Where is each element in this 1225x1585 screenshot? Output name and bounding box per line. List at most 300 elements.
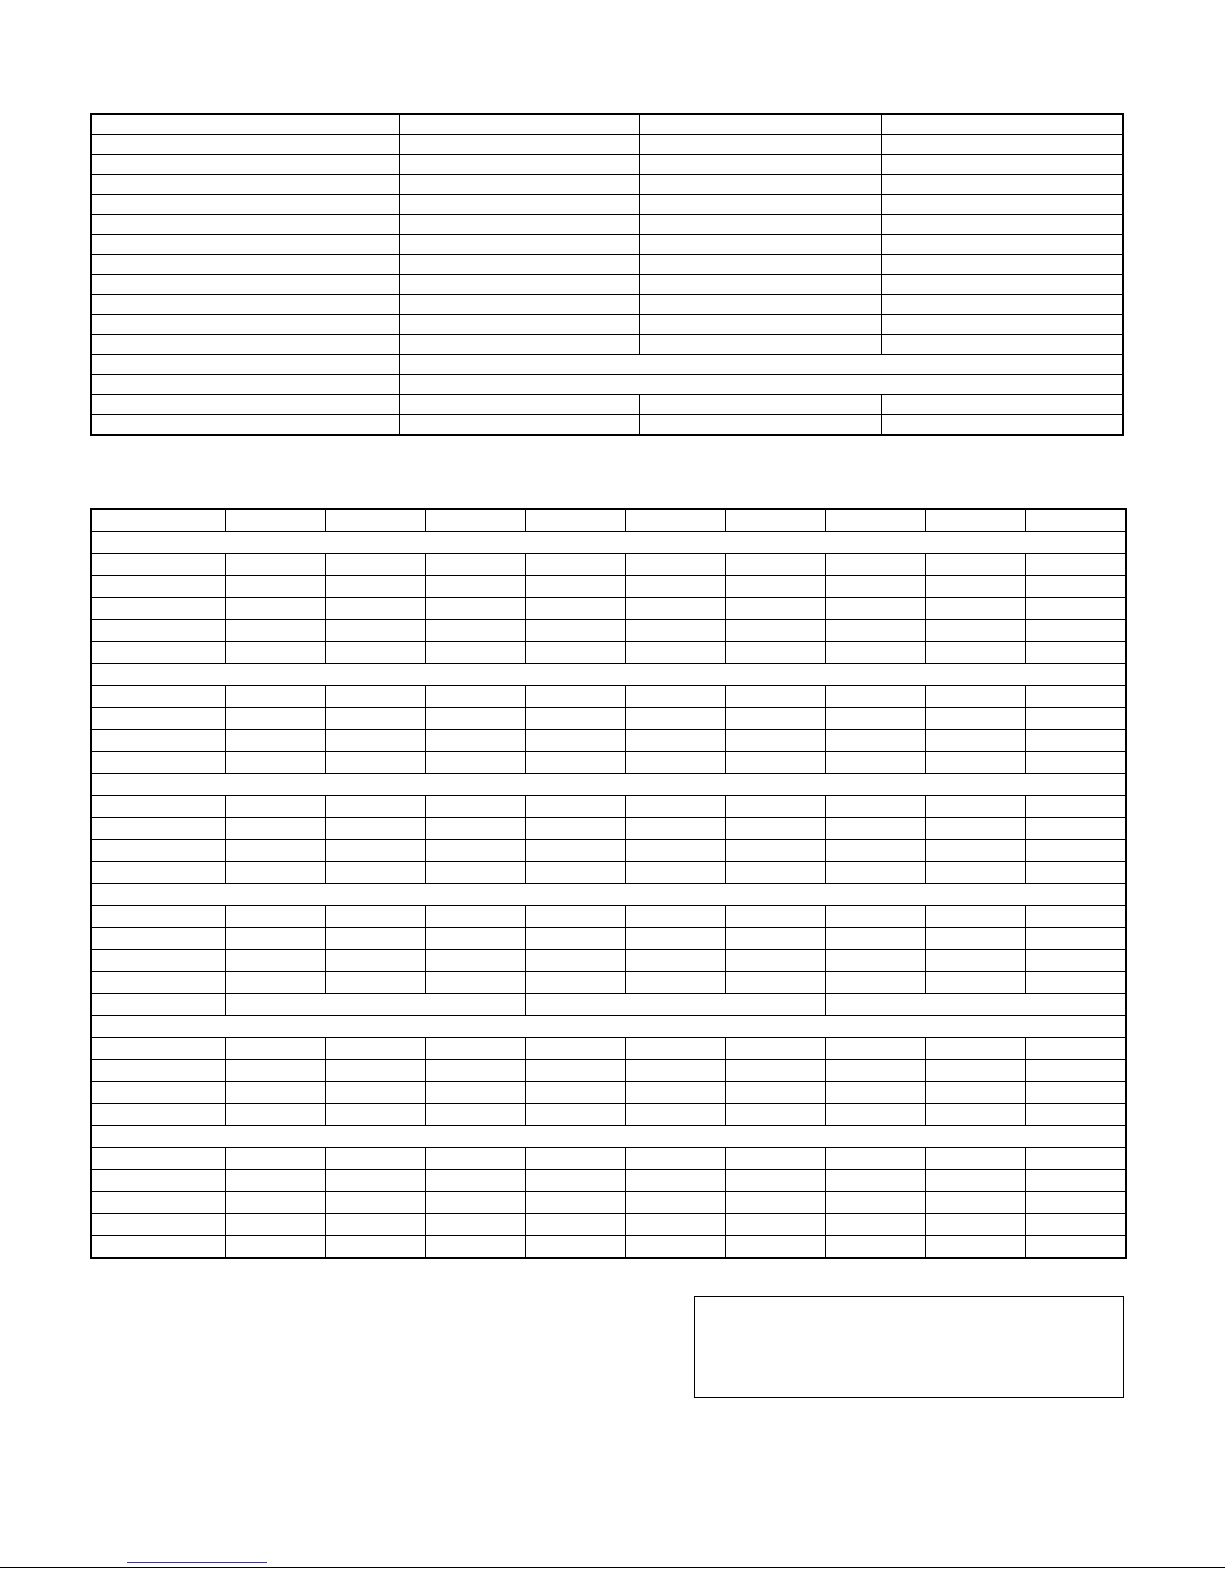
info-row — [91, 375, 1123, 395]
data-cell — [525, 950, 625, 972]
data-cell — [725, 796, 825, 818]
summary-cell — [525, 994, 825, 1016]
data-cell — [725, 598, 825, 620]
table-row — [91, 906, 1126, 928]
table-row — [91, 1148, 1126, 1170]
data-cell — [625, 928, 725, 950]
row-label-cell — [91, 1104, 225, 1126]
data-cell — [525, 840, 625, 862]
section-header-row — [91, 532, 1126, 554]
table-row — [91, 686, 1126, 708]
data-cell — [525, 1148, 625, 1170]
data-cell — [225, 576, 325, 598]
data-cell — [625, 818, 725, 840]
data-cell — [625, 1214, 725, 1236]
info-merged-cell — [399, 375, 1123, 395]
row-label-cell — [91, 642, 225, 664]
row-label-cell — [91, 1038, 225, 1060]
data-cell — [225, 928, 325, 950]
data-cell — [525, 972, 625, 994]
data-cell — [825, 752, 925, 774]
info-row — [91, 295, 1123, 315]
table-row — [91, 862, 1126, 884]
section-header-cell — [91, 1016, 1126, 1038]
table-row — [91, 708, 1126, 730]
data-cell — [225, 1214, 325, 1236]
info-value-cell — [639, 315, 881, 335]
row-label-cell — [91, 752, 225, 774]
info-row — [91, 355, 1123, 375]
data-cell — [525, 509, 625, 532]
data-cell — [225, 730, 325, 752]
data-cell — [325, 972, 425, 994]
data-cell — [625, 840, 725, 862]
data-cell — [325, 950, 425, 972]
data-cell — [1025, 708, 1126, 730]
data-cell — [525, 730, 625, 752]
table-row — [91, 509, 1126, 532]
info-value-cell — [639, 114, 881, 135]
data-cell — [925, 1170, 1025, 1192]
data-cell — [825, 554, 925, 576]
row-label-cell — [91, 1192, 225, 1214]
data-cell — [425, 1082, 525, 1104]
info-label-cell — [91, 275, 399, 295]
data-cell — [725, 642, 825, 664]
data-cell — [725, 1170, 825, 1192]
info-value-cell — [881, 155, 1123, 175]
data-cell — [625, 1192, 725, 1214]
data-cell — [1025, 862, 1126, 884]
data-cell — [725, 1148, 825, 1170]
data-cell — [525, 686, 625, 708]
row-label-cell — [91, 509, 225, 532]
info-value-cell — [881, 114, 1123, 135]
data-cell — [525, 928, 625, 950]
info-label-cell — [91, 175, 399, 195]
info-label-cell — [91, 395, 399, 415]
table-row — [91, 1192, 1126, 1214]
summary-cell — [225, 994, 525, 1016]
data-cell — [225, 1104, 325, 1126]
info-value-cell — [639, 335, 881, 355]
data-cell — [725, 862, 825, 884]
data-cell — [1025, 1236, 1126, 1259]
info-row — [91, 255, 1123, 275]
data-cell — [625, 862, 725, 884]
data-cell — [425, 840, 525, 862]
info-value-cell — [639, 195, 881, 215]
data-cell — [325, 620, 425, 642]
data-cell — [825, 509, 925, 532]
data-cell — [625, 598, 725, 620]
data-cell — [1025, 1038, 1126, 1060]
data-cell — [1025, 928, 1126, 950]
data-cell — [725, 1082, 825, 1104]
data-cell — [225, 642, 325, 664]
table-row — [91, 752, 1126, 774]
data-cell — [525, 1082, 625, 1104]
data-cell — [325, 752, 425, 774]
data-cell — [425, 576, 525, 598]
data-cell — [225, 862, 325, 884]
data-cell — [425, 620, 525, 642]
data-cell — [425, 1104, 525, 1126]
info-label-cell — [91, 315, 399, 335]
row-label-cell — [91, 1214, 225, 1236]
data-cell — [525, 818, 625, 840]
info-value-cell — [881, 295, 1123, 315]
data-cell — [825, 708, 925, 730]
data-cell — [825, 1170, 925, 1192]
data-cell — [225, 598, 325, 620]
data-cell — [325, 686, 425, 708]
info-value-cell — [639, 255, 881, 275]
data-cell — [725, 576, 825, 598]
summary-row — [91, 994, 1126, 1016]
info-label-cell — [91, 235, 399, 255]
data-cell — [925, 1148, 1025, 1170]
data-cell — [325, 1170, 425, 1192]
data-cell — [525, 576, 625, 598]
data-cell — [225, 554, 325, 576]
section-header-cell — [91, 774, 1126, 796]
footer-divider — [0, 1567, 1225, 1568]
data-cell — [925, 1104, 1025, 1126]
data-cell — [225, 1060, 325, 1082]
data-cell — [825, 928, 925, 950]
info-value-cell — [639, 155, 881, 175]
data-cell — [325, 906, 425, 928]
info-row — [91, 114, 1123, 135]
data-cell — [225, 972, 325, 994]
data-cell — [1025, 972, 1126, 994]
table-row — [91, 840, 1126, 862]
data-cell — [625, 1170, 725, 1192]
info-table — [90, 113, 1124, 436]
data-cell — [825, 576, 925, 598]
data-cell — [925, 620, 1025, 642]
info-value-cell — [399, 315, 639, 335]
data-cell — [725, 686, 825, 708]
data-cell — [225, 1236, 325, 1259]
info-value-cell — [399, 195, 639, 215]
data-cell — [925, 752, 1025, 774]
data-cell — [225, 1082, 325, 1104]
data-cell — [225, 686, 325, 708]
data-cell — [325, 818, 425, 840]
section-header-cell — [91, 664, 1126, 686]
data-cell — [825, 620, 925, 642]
data-cell — [825, 1082, 925, 1104]
data-cell — [425, 1214, 525, 1236]
data-cell — [825, 906, 925, 928]
table-row — [91, 1082, 1126, 1104]
data-cell — [625, 708, 725, 730]
info-row — [91, 215, 1123, 235]
data-cell — [725, 1214, 825, 1236]
table-row — [91, 972, 1126, 994]
data-cell — [825, 950, 925, 972]
data-cell — [825, 686, 925, 708]
data-cell — [625, 620, 725, 642]
data-cell — [225, 620, 325, 642]
data-cell — [625, 906, 725, 928]
data-cell — [925, 972, 1025, 994]
row-label-cell — [91, 730, 225, 752]
data-cell — [625, 1082, 725, 1104]
data-cell — [925, 1038, 1025, 1060]
data-cell — [425, 1148, 525, 1170]
data-cell — [825, 1038, 925, 1060]
data-cell — [925, 840, 1025, 862]
section-header-row — [91, 774, 1126, 796]
info-row — [91, 395, 1123, 415]
data-cell — [825, 862, 925, 884]
data-cell — [925, 906, 1025, 928]
row-label-cell — [91, 1082, 225, 1104]
data-cell — [425, 598, 525, 620]
table-row — [91, 796, 1126, 818]
data-cell — [425, 554, 525, 576]
table-row — [91, 928, 1126, 950]
info-value-cell — [881, 135, 1123, 155]
info-value-cell — [881, 335, 1123, 355]
section-header-row — [91, 1016, 1126, 1038]
data-cell — [625, 686, 725, 708]
data-cell — [225, 708, 325, 730]
info-row — [91, 175, 1123, 195]
info-value-cell — [399, 255, 639, 275]
data-cell — [325, 1214, 425, 1236]
data-cell — [325, 1148, 425, 1170]
row-label-cell — [91, 994, 225, 1016]
data-cell — [925, 818, 1025, 840]
data-cell — [825, 598, 925, 620]
data-cell — [425, 906, 525, 928]
data-cell — [925, 730, 1025, 752]
footer-link[interactable] — [127, 1562, 267, 1563]
data-cell — [825, 818, 925, 840]
data-cell — [925, 554, 1025, 576]
data-cell — [925, 576, 1025, 598]
data-cell — [625, 1148, 725, 1170]
section-header-cell — [91, 884, 1126, 906]
data-cell — [825, 1104, 925, 1126]
note-box — [694, 1296, 1124, 1398]
data-cell — [825, 1236, 925, 1259]
data-cell — [825, 1214, 925, 1236]
data-cell — [825, 972, 925, 994]
data-cell — [725, 818, 825, 840]
data-cell — [1025, 1104, 1126, 1126]
data-cell — [325, 840, 425, 862]
table-row — [91, 620, 1126, 642]
info-row — [91, 135, 1123, 155]
info-merged-cell — [399, 355, 1123, 375]
data-cell — [325, 576, 425, 598]
data-cell — [625, 1236, 725, 1259]
data-cell — [425, 708, 525, 730]
section-header-cell — [91, 532, 1126, 554]
info-value-cell — [399, 135, 639, 155]
info-row — [91, 315, 1123, 335]
data-cell — [525, 906, 625, 928]
info-label-cell — [91, 295, 399, 315]
info-value-cell — [399, 215, 639, 235]
row-label-cell — [91, 598, 225, 620]
data-cell — [425, 752, 525, 774]
data-cell — [725, 1104, 825, 1126]
info-label-cell — [91, 155, 399, 175]
data-cell — [925, 686, 1025, 708]
info-value-cell — [399, 395, 639, 415]
data-cell — [425, 818, 525, 840]
table-row — [91, 1214, 1126, 1236]
data-cell — [325, 1236, 425, 1259]
data-cell — [925, 928, 1025, 950]
data-cell — [225, 796, 325, 818]
info-value-cell — [881, 215, 1123, 235]
data-cell — [925, 1192, 1025, 1214]
row-label-cell — [91, 1236, 225, 1259]
info-value-cell — [881, 275, 1123, 295]
info-value-cell — [399, 335, 639, 355]
data-cell — [1025, 752, 1126, 774]
data-cell — [425, 1192, 525, 1214]
schedule-table — [90, 508, 1127, 1259]
data-cell — [325, 1038, 425, 1060]
data-cell — [1025, 620, 1126, 642]
data-cell — [625, 509, 725, 532]
info-row — [91, 275, 1123, 295]
data-cell — [925, 708, 1025, 730]
data-cell — [725, 730, 825, 752]
info-value-cell — [639, 395, 881, 415]
table-row — [91, 576, 1126, 598]
data-cell — [925, 1214, 1025, 1236]
data-cell — [925, 1236, 1025, 1259]
data-cell — [425, 642, 525, 664]
data-cell — [225, 1192, 325, 1214]
data-cell — [725, 928, 825, 950]
data-cell — [425, 796, 525, 818]
info-label-cell — [91, 375, 399, 395]
data-cell — [825, 642, 925, 664]
data-cell — [525, 1038, 625, 1060]
data-cell — [625, 642, 725, 664]
data-cell — [525, 1060, 625, 1082]
info-value-cell — [639, 415, 881, 436]
info-value-cell — [639, 175, 881, 195]
data-cell — [525, 598, 625, 620]
data-cell — [1025, 686, 1126, 708]
data-cell — [325, 862, 425, 884]
data-cell — [525, 862, 625, 884]
data-cell — [1025, 576, 1126, 598]
data-cell — [925, 598, 1025, 620]
info-row — [91, 415, 1123, 436]
data-cell — [525, 796, 625, 818]
data-cell — [425, 950, 525, 972]
info-label-cell — [91, 355, 399, 375]
row-label-cell — [91, 928, 225, 950]
info-label-cell — [91, 415, 399, 436]
data-cell — [1025, 1082, 1126, 1104]
info-value-cell — [639, 135, 881, 155]
data-cell — [725, 1060, 825, 1082]
row-label-cell — [91, 620, 225, 642]
data-cell — [925, 862, 1025, 884]
data-cell — [525, 620, 625, 642]
row-label-cell — [91, 950, 225, 972]
data-cell — [525, 1192, 625, 1214]
data-cell — [925, 642, 1025, 664]
data-cell — [225, 1170, 325, 1192]
data-cell — [325, 1104, 425, 1126]
info-value-cell — [881, 235, 1123, 255]
data-cell — [1025, 818, 1126, 840]
data-cell — [425, 509, 525, 532]
data-cell — [725, 752, 825, 774]
data-cell — [525, 1236, 625, 1259]
info-label-cell — [91, 135, 399, 155]
row-label-cell — [91, 686, 225, 708]
data-cell — [1025, 598, 1126, 620]
data-cell — [725, 972, 825, 994]
table-row — [91, 1236, 1126, 1259]
data-cell — [525, 1104, 625, 1126]
data-cell — [325, 1082, 425, 1104]
info-value-cell — [881, 195, 1123, 215]
table-row — [91, 1038, 1126, 1060]
data-cell — [825, 1148, 925, 1170]
data-cell — [625, 950, 725, 972]
info-value-cell — [881, 255, 1123, 275]
row-label-cell — [91, 906, 225, 928]
table-row — [91, 950, 1126, 972]
data-cell — [1025, 642, 1126, 664]
info-value-cell — [881, 315, 1123, 335]
data-cell — [425, 686, 525, 708]
info-label-cell — [91, 195, 399, 215]
row-label-cell — [91, 796, 225, 818]
data-cell — [425, 1170, 525, 1192]
info-label-cell — [91, 335, 399, 355]
data-cell — [525, 708, 625, 730]
row-label-cell — [91, 1060, 225, 1082]
table-row — [91, 598, 1126, 620]
data-cell — [825, 1060, 925, 1082]
data-cell — [625, 1060, 725, 1082]
info-value-cell — [399, 275, 639, 295]
data-cell — [925, 509, 1025, 532]
section-header-row — [91, 884, 1126, 906]
info-row — [91, 155, 1123, 175]
data-cell — [325, 1060, 425, 1082]
table-row — [91, 554, 1126, 576]
data-cell — [725, 1236, 825, 1259]
section-header-cell — [91, 1126, 1126, 1148]
data-cell — [225, 752, 325, 774]
info-value-cell — [399, 295, 639, 315]
info-value-cell — [639, 295, 881, 315]
data-cell — [725, 1192, 825, 1214]
data-cell — [825, 840, 925, 862]
data-cell — [525, 752, 625, 774]
row-label-cell — [91, 576, 225, 598]
row-label-cell — [91, 818, 225, 840]
